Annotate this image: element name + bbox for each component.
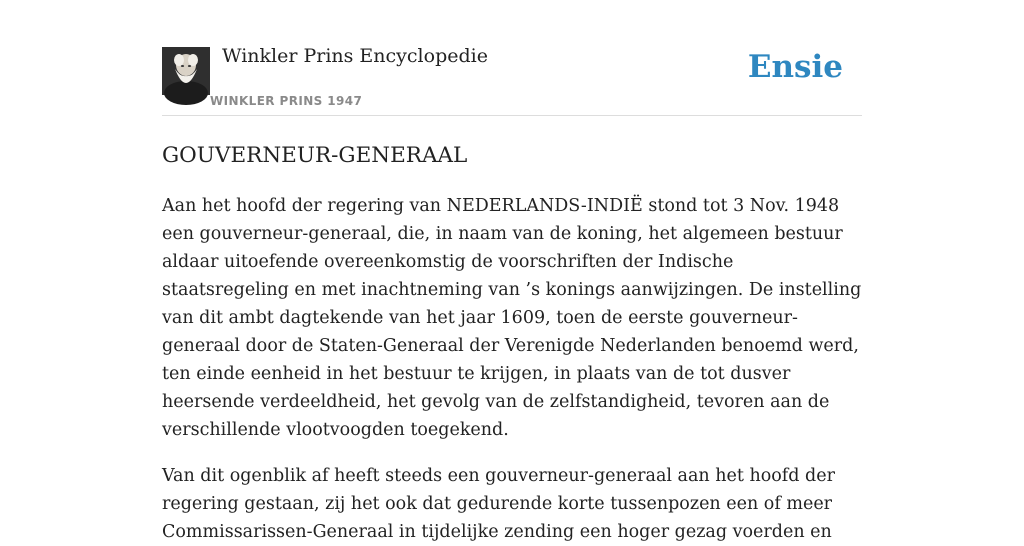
brand-logo[interactable]: Ensie <box>747 49 843 85</box>
bearded-man-portrait-icon <box>162 47 210 95</box>
site-title[interactable]: Winkler Prins Encyclopedie <box>222 45 488 67</box>
site-subtitle[interactable]: WINKLER PRINS 1947 <box>210 94 363 108</box>
header <box>162 0 862 116</box>
article-title: GOUVERNEUR-GENERAAL <box>162 143 468 168</box>
content-container <box>162 0 862 546</box>
article-paragraph-2: Van dit ogenblik af heeft steeds een gouverneur-generaal aan het hoofd der regering gestaan, zij het ook dat gedurende korte tussenpozen een of meer Commissarissen-Generaal in tijdelijke zending een hoger gezag voerden en <box>162 466 835 542</box>
author-avatar[interactable] <box>162 47 210 95</box>
article-paragraph-1: Aan het hoofd der regering van NEDERLANDS-INDIË stond tot 3 Nov. 1948 een gouverneur-generaal, die, in naam van de koning, het algemeen bestuur aldaar uitoefende overeenkomstig de voorschriften der Indische staatsregeling en met inachtneming van ’s konings aanwijzingen. De instelling van dit ambt dagtekende van het jaar 1609, toen de eerste gouverneur-generaal door de Staten-Generaal der Verenigde Nederlanden benoemd werd, ten einde eenheid in het bestuur te krijgen, in plaats van de tot dusver heersende verdeeldheid, het gevolg van de zelfstandigheid, tevoren aan de verschillende vlootvoogden toegekend. <box>162 196 862 440</box>
